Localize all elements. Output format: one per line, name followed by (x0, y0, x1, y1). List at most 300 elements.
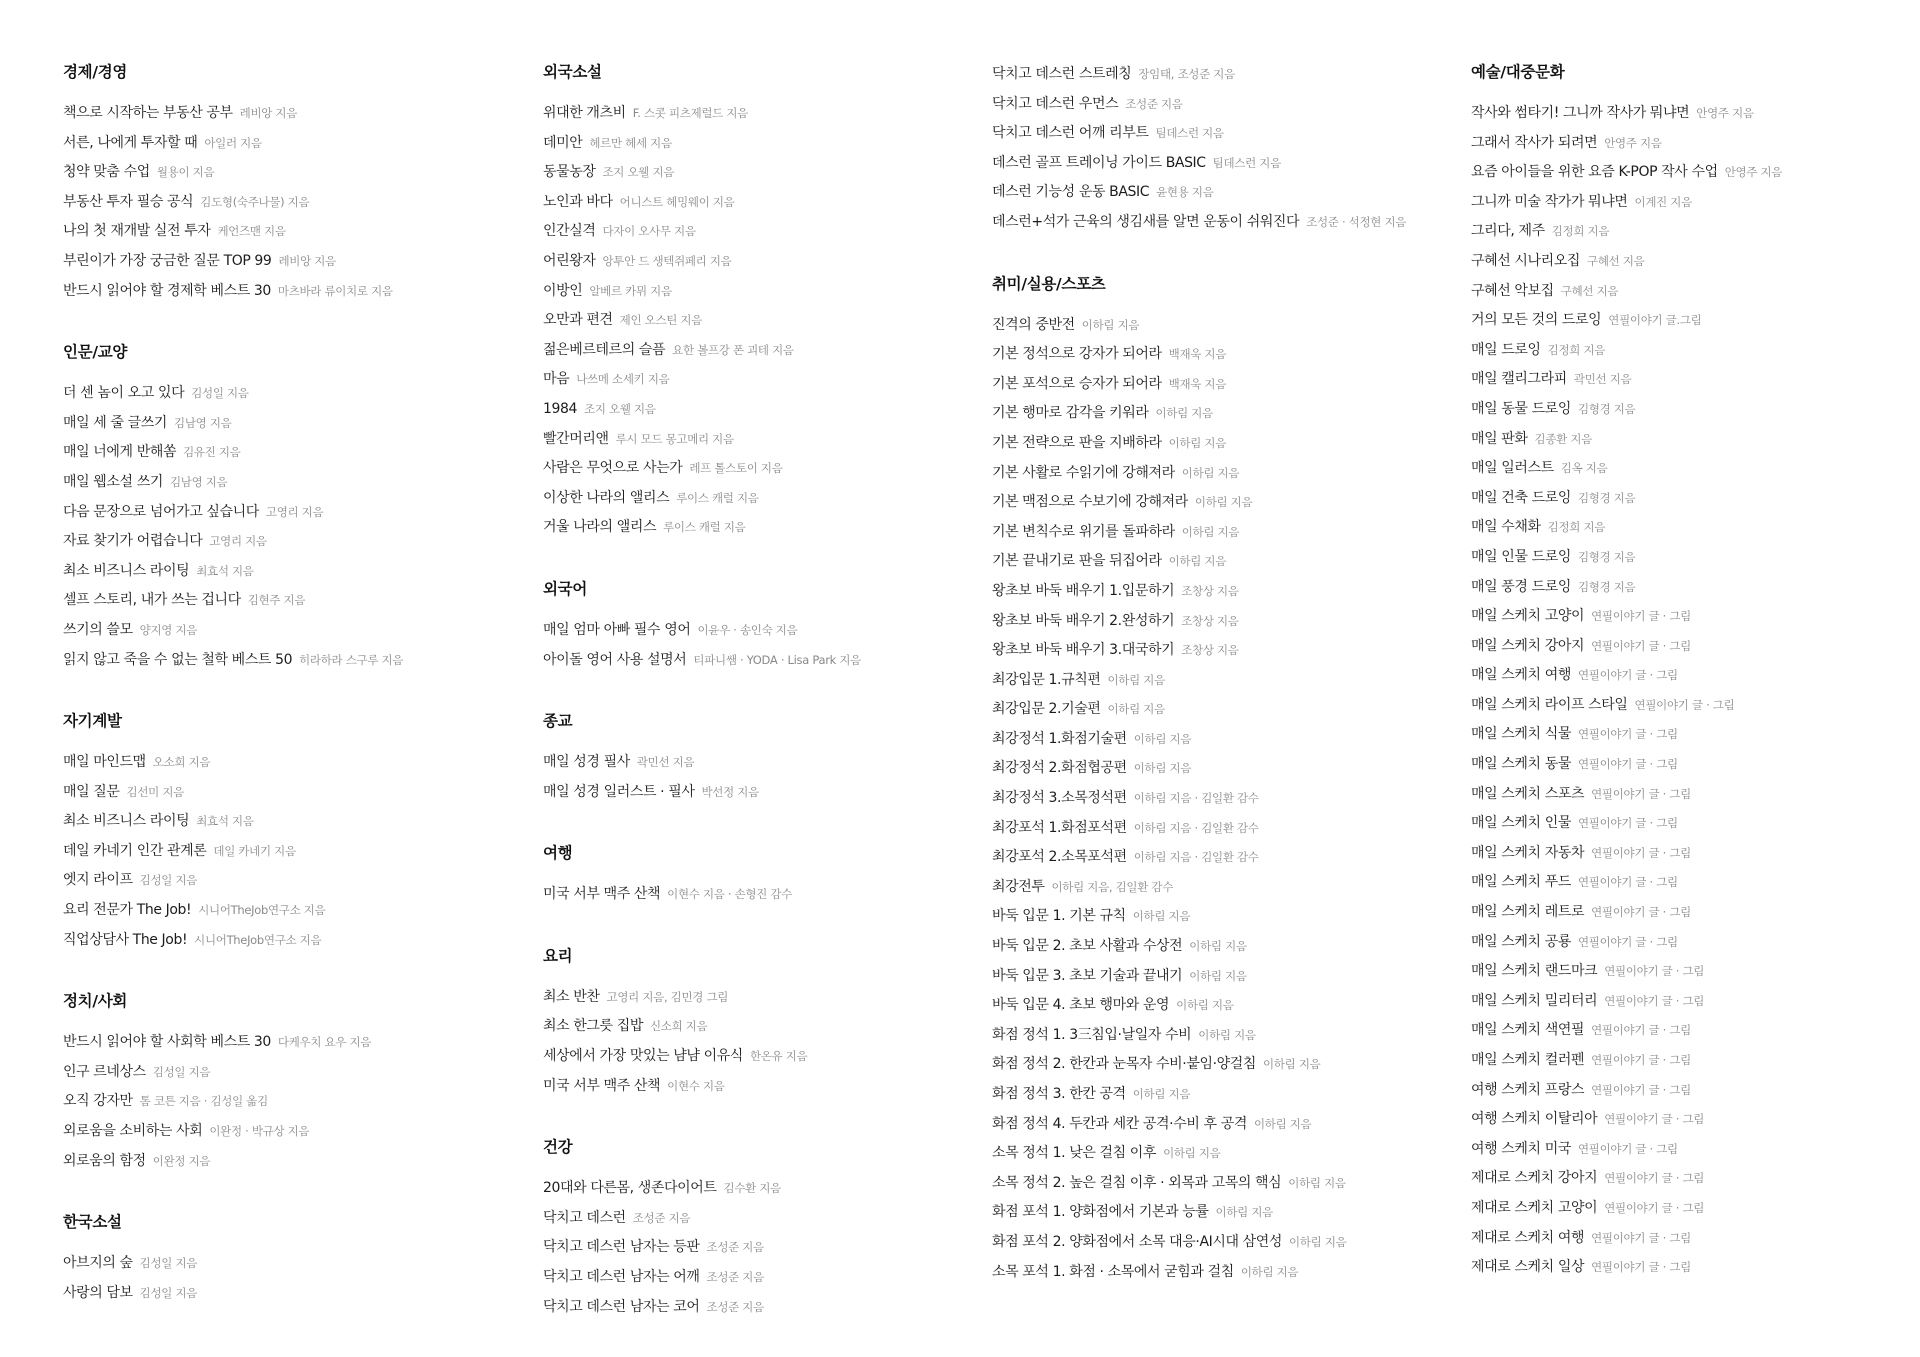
book-title: 매일 드로잉 (1471, 341, 1541, 358)
book-entry (992, 206, 1462, 236)
book-title: 왕초보 바둑 배우기 2.완성하기 (992, 612, 1175, 629)
book-author: 이하림 지음 · 김일환 감수 (1133, 820, 1259, 835)
category-title: 경제/경영 (63, 63, 128, 81)
book-title: 매일 스케치 스포츠 (1471, 785, 1585, 802)
book-title: 이상한 나라의 앨리스 (543, 489, 670, 506)
book-entry (992, 1256, 1462, 1286)
book-title: 매일 판화 (1471, 430, 1528, 447)
book-author: 연필이야기 글 · 그림 (1591, 1082, 1691, 1097)
book-author: 톰 코튼 지음 · 김성일 옮김 (139, 1094, 268, 1109)
book-author: 연필이야기 글 · 그림 (1591, 1260, 1691, 1275)
book-author: 연필이야기 글 · 그림 (1577, 668, 1678, 683)
book-entry (543, 245, 983, 275)
book-entry (63, 1145, 533, 1175)
book-entry (992, 900, 1462, 930)
book-author: 김도형(숙주나물) 지음 (200, 194, 310, 209)
book-author: 연필이야기 글 · 그림 (1591, 845, 1691, 860)
book-author: 다케우치 요우 지음 (277, 1035, 372, 1050)
book-entry (63, 377, 533, 407)
book-title: 매일 스케치 컬러펜 (1471, 1052, 1585, 1068)
book-entry (63, 215, 533, 245)
book-author: 이하림 지음 (1253, 1116, 1312, 1131)
book-author: 연필이야기 글 · 그림 (1577, 934, 1678, 949)
book-entry (1471, 1222, 1911, 1252)
book-author: 조창상 지음 (1181, 613, 1239, 628)
book-author: 이하림 지음 (1132, 909, 1191, 924)
book-entry (992, 427, 1462, 457)
book-author: 한온유 지음 (749, 1049, 808, 1064)
book-title: 매일 스케치 공룡 (1471, 933, 1571, 950)
book-title: 매일 스케치 밀리터리 (1471, 992, 1598, 1009)
book-author: 김정희 지음 (1551, 224, 1610, 239)
book-author: 루이스 캐럴 지음 (663, 520, 746, 535)
category-title: 외국소설 (543, 63, 602, 81)
book-title: 매일 세 줄 글쓰기 (63, 414, 168, 431)
book-title: 화점 정석 2. 한칸과 눈목자 수비·붙임·양걸침 (992, 1056, 1257, 1073)
category-section (543, 1135, 983, 1320)
book-title: 최강포석 2.소목포석편 (992, 849, 1127, 866)
book-author: 연필이야기 글 · 그림 (1591, 905, 1691, 920)
book-author: 김종환 지음 (1534, 431, 1592, 446)
book-author: 윤현용 지음 (1156, 185, 1214, 200)
book-entry (1471, 926, 1911, 956)
book-title: 화점 정석 1. 3三침입·날일자 수비 (992, 1026, 1192, 1043)
book-title: 위대한 개츠비 (543, 105, 626, 121)
book-entry (543, 1040, 983, 1070)
book-entry (1471, 97, 1911, 127)
book-entry (992, 930, 1462, 960)
book-title: 기본 전략으로 판을 지배하라 (992, 434, 1162, 451)
category-section (63, 60, 533, 304)
book-title: 부동산 투자 필승 공식 (63, 193, 194, 210)
book-entry (63, 1056, 533, 1086)
book-author: 이하림 지음 (1189, 939, 1247, 954)
book-entry (63, 127, 533, 157)
category-section (992, 272, 1462, 1286)
book-title: 쓰기의 쓸모 (63, 621, 133, 638)
book-author: 곽민선 지음 (636, 755, 695, 770)
book-title: 매일 마인드맵 (63, 754, 146, 771)
book-entry (992, 841, 1462, 871)
book-entry (992, 1196, 1462, 1226)
book-author: 백재욱 지음 (1168, 347, 1227, 362)
book-author: 연필이야기 글 · 그림 (1577, 875, 1678, 890)
book-title: 요즘 아이들을 위한 요즘 K-POP 작사 수업 (1471, 164, 1718, 181)
book-entry (992, 117, 1462, 147)
book-author: 연필이야기 글 · 그림 (1577, 727, 1678, 742)
book-entry (1471, 1162, 1911, 1192)
book-entry (543, 878, 983, 908)
book-title: 닥치고 데스런 어깨 리부트 (992, 125, 1149, 142)
book-title: 왕초보 바둑 배우기 3.대국하기 (992, 642, 1175, 659)
category-section (543, 841, 983, 908)
book-title: 화점 포석 1. 양화점에서 기본과 능률 (992, 1204, 1209, 1221)
book-title: 최강입문 1.규칙편 (992, 671, 1101, 688)
book-title: 데스런 골프 트레이닝 가이드 BASIC (992, 154, 1206, 171)
book-title: 닥치고 데스런 남자는 코어 (543, 1298, 700, 1315)
book-entry (992, 782, 1462, 812)
book-title: 1984 (543, 400, 578, 417)
book-entry (63, 614, 533, 644)
book-entry (992, 871, 1462, 901)
book-entry (63, 156, 533, 186)
book-author: 신소희 지음 (649, 1019, 708, 1034)
category-section (63, 1210, 533, 1306)
book-author: 케언즈맨 지음 (217, 224, 286, 239)
book-author: 앙투안 드 생텍쥐페리 지음 (602, 253, 732, 268)
book-entry (63, 496, 533, 526)
book-entry (1471, 127, 1911, 157)
book-entry (63, 746, 533, 776)
book-title: 미국 서부 맥주 산책 (543, 886, 661, 903)
book-entry (1471, 1044, 1911, 1074)
book-entry (63, 864, 533, 894)
book-title: 매일 웹소설 쓰기 (63, 473, 163, 490)
category-title: 요리 (543, 946, 573, 965)
book-entry (1471, 807, 1911, 837)
book-title: 매일 스케치 랜드마크 (1471, 963, 1598, 980)
book-author: 다자이 오사무 지음 (602, 224, 696, 239)
book-entry (992, 1019, 1462, 1049)
category-section (543, 60, 983, 541)
book-title: 여행 스케치 프랑스 (1471, 1081, 1585, 1098)
book-author: 알베르 카뮈 지음 (589, 283, 672, 298)
book-title: 더 센 놈이 오고 있다 (63, 385, 185, 402)
book-author: 이하림 지음 (1198, 1027, 1256, 1042)
book-title: 부린이가 가장 궁금한 질문 TOP 99 (63, 252, 272, 269)
book-author: 장임태, 조성준 지음 (1138, 67, 1235, 81)
book-author: 조성준 지음 (706, 1240, 764, 1255)
book-title: 최소 한그릇 집밥 (543, 1018, 643, 1035)
book-title: 반드시 읽어야 할 경제학 베스트 30 (63, 282, 271, 299)
book-author: 김수환 지음 (723, 1181, 781, 1196)
book-author: 이하림 지음 (1181, 465, 1240, 480)
book-author: 이하림 지음 (1289, 1234, 1347, 1249)
book-entry (543, 1202, 983, 1232)
book-title: 닥치고 데스런 스트레칭 (992, 66, 1132, 82)
book-title: 최강정석 3.소목정석편 (992, 790, 1127, 807)
book-entry (63, 245, 533, 275)
book-entry (1471, 156, 1911, 186)
book-title: 작사와 썸타기! 그니까 작사가 뭐냐면 (1471, 105, 1690, 121)
book-author: 백재욱 지음 (1168, 376, 1227, 391)
book-entry (992, 1226, 1462, 1256)
book-author: 이윤우 · 송인숙 지음 (697, 622, 798, 637)
book-entry (1471, 304, 1911, 334)
book-entry (992, 1048, 1462, 1078)
book-title: 기본 사활로 수읽기에 강해져라 (992, 464, 1175, 481)
book-entry (1471, 215, 1911, 245)
book-title: 구혜선 악보집 (1471, 282, 1554, 299)
book-author: 이하림 지음 (1181, 524, 1240, 539)
book-author: 이하림 지음 (1288, 1175, 1346, 1190)
book-author: 김남영 지음 (169, 474, 228, 489)
book-entry (543, 156, 983, 186)
book-author: 김남영 지음 (174, 415, 232, 430)
book-author: 이하림 지음 (1107, 702, 1165, 717)
book-author: 이하림 지음 (1215, 1205, 1273, 1220)
book-title: 자료 찾기가 어렵습니다 (63, 533, 203, 550)
book-title: 매일 동물 드로잉 (1471, 400, 1571, 417)
book-entry (1471, 186, 1911, 216)
category-section (1471, 60, 1911, 1281)
book-entry (1471, 511, 1911, 541)
book-title: 매일 캘리그라피 (1471, 371, 1567, 388)
category-title: 종교 (543, 712, 573, 731)
book-author: 이하림 지음 (1240, 1264, 1299, 1279)
category-section (543, 577, 983, 673)
book-entry (63, 776, 533, 806)
book-author: 루시 모드 몽고메리 지음 (615, 431, 734, 446)
book-author: 최효석 지음 (196, 563, 254, 578)
catalog-column-4 (1471, 60, 1911, 1317)
book-entry (1471, 541, 1911, 571)
book-author: 김형경 지음 (1577, 579, 1636, 594)
book-title: 최강입문 2.기술편 (992, 701, 1101, 718)
book-author: 이하림 지음 (1133, 761, 1192, 776)
book-entry (1471, 955, 1911, 985)
book-title: 매일 스케치 색연필 (1471, 1022, 1585, 1039)
book-author: 제인 오스틴 지음 (619, 313, 703, 328)
book-entry (543, 215, 983, 245)
book-entry (1471, 778, 1911, 808)
book-title: 매일 스케치 강아지 (1471, 637, 1585, 654)
book-title: 화점 정석 3. 한칸 공격 (992, 1086, 1126, 1102)
book-title: 매일 스케치 레트로 (1471, 904, 1585, 921)
book-entry (1471, 571, 1911, 601)
book-entry (1471, 896, 1911, 926)
book-title: 제대로 스케치 여행 (1471, 1229, 1585, 1246)
book-entry (992, 309, 1462, 339)
book-author: 연필이야기 글 · 그림 (1604, 964, 1705, 979)
book-entry (992, 368, 1462, 398)
book-author: 어니스트 헤밍웨이 지음 (619, 194, 735, 209)
book-author: 박선정 지음 (701, 784, 759, 799)
book-entry (543, 393, 983, 423)
book-entry (992, 457, 1462, 487)
book-author: 연필이야기 글 · 그림 (1591, 1023, 1691, 1038)
book-author: 안영주 지음 (1696, 106, 1754, 120)
book-entry (543, 452, 983, 482)
book-author: 연필이야기 글 · 그림 (1591, 1230, 1691, 1245)
book-title: 매일 스케치 자동차 (1471, 844, 1585, 861)
book-title: 바둑 입문 2. 초보 사활과 수상전 (992, 938, 1183, 955)
book-title: 거울 나라의 앨리스 (543, 519, 657, 536)
book-author: 김형경 지음 (1577, 401, 1636, 416)
book-entry (1471, 363, 1911, 393)
book-title: 기본 변칙수로 위기를 돌파하라 (992, 523, 1175, 540)
book-entry (1471, 1251, 1911, 1281)
book-title: 사람은 무엇으로 사는가 (543, 460, 683, 477)
book-entry (63, 805, 533, 835)
book-author: 이하림 지음 (1081, 317, 1140, 332)
book-title: 화점 정석 4. 두칸과 세칸 공격·수비 후 공격 (992, 1115, 1247, 1132)
book-entry (992, 88, 1462, 118)
book-entry (992, 575, 1462, 605)
book-title: 제대로 스케치 고양이 (1471, 1199, 1598, 1216)
book-entry (992, 1108, 1462, 1138)
book-title: 매일 엄마 아빠 필수 영어 (543, 621, 691, 638)
book-entry (543, 97, 983, 127)
book-title: 매일 건축 드로잉 (1471, 489, 1571, 506)
category-section (63, 709, 533, 953)
book-title: 닥치고 데스런 남자는 어깨 (543, 1269, 700, 1286)
book-author: 레비앙 지음 (239, 106, 298, 120)
book-title: 매일 스케치 인물 (1471, 815, 1571, 832)
book-author: 연필이야기 글 · 그림 (1604, 1200, 1705, 1215)
book-title: 여행 스케치 미국 (1471, 1140, 1571, 1157)
book-entry (992, 1137, 1462, 1167)
book-title: 빨간머리앤 (543, 430, 609, 447)
book-author: 고영리 지음 (265, 504, 324, 519)
book-title: 이방인 (543, 282, 583, 299)
book-title: 외로움의 함정 (63, 1152, 146, 1169)
catalog-column-2 (543, 60, 983, 1356)
book-entry (543, 776, 983, 806)
book-entry (1471, 630, 1911, 660)
book-title: 제대로 스케치 일상 (1471, 1259, 1585, 1276)
book-author: 조지 오웰 지음 (602, 165, 675, 180)
book-title: 데미안 (543, 134, 583, 151)
category-title: 예술/대중문화 (1471, 63, 1565, 81)
book-entry (992, 989, 1462, 1019)
catalog-column-1 (63, 60, 533, 1342)
book-title: 매일 성경 일러스트 · 필사 (543, 783, 695, 800)
book-author: 안영주 지음 (1604, 135, 1662, 150)
book-entry (992, 812, 1462, 842)
book-entry (543, 423, 983, 453)
book-entry (992, 634, 1462, 664)
book-entry (1471, 1103, 1911, 1133)
book-entry (543, 511, 983, 541)
book-entry (992, 338, 1462, 368)
book-author: 연필이야기 글 · 그림 (1591, 638, 1691, 653)
category-title: 취미/실용/스포츠 (992, 274, 1106, 293)
book-author: 연필이야기 글.그림 (1608, 313, 1702, 328)
catalog-column-3 (992, 60, 1462, 1321)
book-entry (63, 407, 533, 437)
book-entry (1471, 1074, 1911, 1104)
book-entry (1471, 452, 1911, 482)
book-entry (63, 644, 533, 674)
book-title: 엣지 라이프 (63, 872, 133, 889)
book-author: 이하림 지음 (1155, 406, 1213, 421)
book-title: 최소 비즈니스 라이팅 (63, 562, 190, 579)
book-entry (1471, 985, 1911, 1015)
book-author: 나쓰메 소세키 지음 (576, 372, 670, 387)
book-author: 이하림 지음 (1168, 554, 1227, 569)
book-author: 이하림 지음 (1107, 672, 1165, 687)
book-entry (63, 555, 533, 585)
book-entry (543, 304, 983, 334)
book-entry (63, 1026, 533, 1056)
book-author: 헤르만 헤세 지음 (589, 135, 672, 150)
book-title: 데일 카네기 인간 관계론 (63, 842, 207, 859)
book-title: 데스런 기능성 운동 BASIC (992, 184, 1150, 201)
book-entry (1471, 275, 1911, 305)
book-entry (1471, 748, 1911, 778)
book-author: 김성일 지음 (139, 873, 198, 888)
book-author: 이하림 지음 · 김일환 감수 (1133, 791, 1259, 806)
book-title: 세상에서 가장 맛있는 냠냠 이유식 (543, 1048, 743, 1065)
book-title: 닥치고 데스런 우먼스 (992, 95, 1119, 112)
book-entry (543, 1291, 983, 1321)
book-title: 읽지 않고 죽을 수 없는 철학 베스트 50 (63, 651, 293, 668)
book-entry (543, 644, 983, 674)
book-title: 젊은베르테르의 슬픔 (543, 341, 666, 358)
book-title: 20대와 다른몸, 생존다이어트 (543, 1180, 717, 1197)
book-entry (992, 58, 1462, 88)
book-title: 그리다, 제주 (1471, 223, 1545, 240)
book-title: 요리 전문가 The Job! (63, 902, 192, 919)
book-author: 연필이야기 글 · 그림 (1604, 993, 1705, 1008)
book-author: 레비앙 지음 (278, 253, 336, 268)
category-section (543, 709, 983, 805)
book-entry (543, 746, 983, 776)
book-title: 매일 너에게 반해쏨 (63, 444, 177, 461)
book-entry (63, 466, 533, 496)
book-title: 오직 강자만 (63, 1093, 133, 1110)
book-author: 오소희 지음 (152, 755, 211, 770)
book-entry (1471, 423, 1911, 453)
book-author: 이하림 지음 (1132, 1087, 1191, 1101)
book-title: 기본 끝내기로 판을 뒤집어라 (992, 553, 1162, 570)
book-author: 구혜선 지음 (1587, 253, 1645, 268)
book-title: 바둑 입문 3. 초보 기술과 끝내기 (992, 967, 1183, 984)
book-title: 그니까 미술 작가가 뭐냐면 (1471, 193, 1628, 210)
book-author: 고영리 지음, 김민경 그림 (606, 989, 729, 1004)
book-title: 셀프 스토리, 내가 쓰는 겁니다 (63, 592, 241, 609)
book-author: 조성준 지음 (706, 1299, 764, 1314)
book-title: 기본 포석으로 승자가 되어라 (992, 375, 1162, 392)
book-title: 사랑의 담보 (63, 1284, 133, 1301)
book-author: 김성일 지음 (139, 1285, 198, 1300)
book-author: 김옥 지음 (1560, 461, 1608, 476)
book-title: 매일 수채화 (1471, 519, 1541, 536)
book-title: 기본 행마로 감각을 키워라 (992, 405, 1149, 422)
book-title: 매일 스케치 식물 (1471, 726, 1571, 743)
book-entry (992, 693, 1462, 723)
category-title: 한국소설 (63, 1213, 122, 1232)
book-entry (63, 1085, 533, 1115)
book-entry (543, 1231, 983, 1261)
book-title: 매일 풍경 드로잉 (1471, 578, 1571, 595)
book-entry (543, 127, 983, 157)
book-author: 안영주 지음 (1724, 165, 1783, 180)
book-author: 티파니쌤 · YODA · Lisa Park 지음 (693, 652, 861, 667)
book-title: 매일 인물 드로잉 (1471, 548, 1571, 565)
book-entry (992, 752, 1462, 782)
category-section (63, 340, 533, 673)
book-author: 이완정 지음 (152, 1153, 211, 1168)
book-title: 매일 일러스트 (1471, 460, 1554, 477)
book-author: 이하림 지음 (1194, 495, 1253, 510)
book-entry (543, 363, 983, 393)
book-entry (63, 584, 533, 614)
book-author: 연필이야기 글 · 그림 (1577, 1141, 1678, 1156)
book-title: 매일 스케치 라이프 스타일 (1471, 696, 1628, 713)
book-author: 김형경 지음 (1577, 490, 1636, 505)
book-author: F. 스콧 피츠제럴드 지음 (632, 106, 748, 120)
book-title: 기본 정석으로 강자가 되어라 (992, 346, 1162, 363)
book-author: 구혜선 지음 (1560, 283, 1619, 298)
book-title: 매일 질문 (63, 783, 120, 800)
book-title: 동물농장 (543, 164, 596, 181)
book-author: 월용이 지음 (156, 165, 215, 180)
book-entry (543, 1070, 983, 1100)
book-author: 이현수 지음 (667, 1078, 725, 1093)
book-entry (63, 1247, 533, 1277)
